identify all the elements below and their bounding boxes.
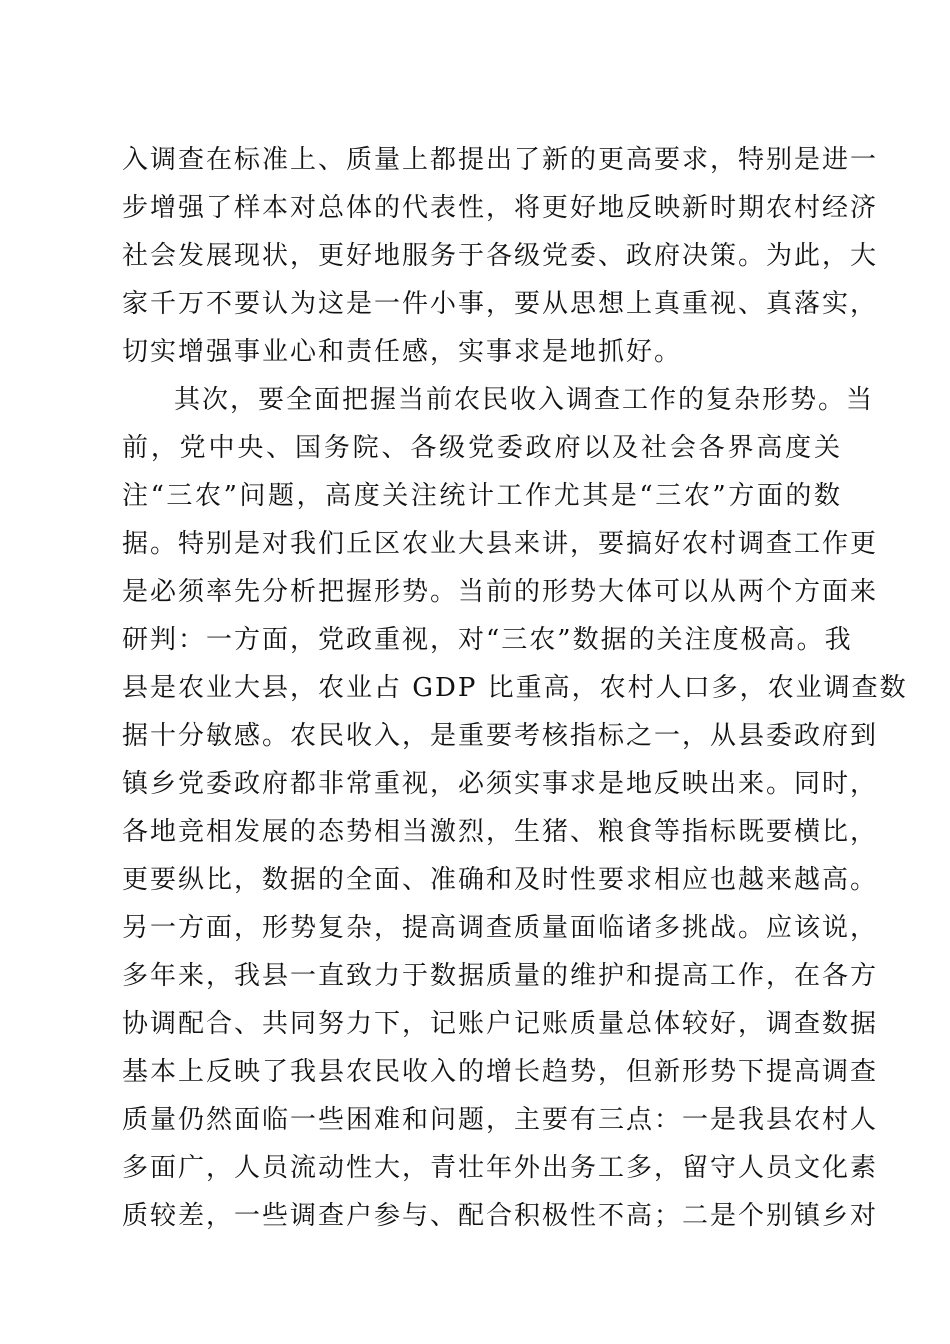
text-line: 镇乡党委政府都非常重视，必须实事求是地反映出来。同时， xyxy=(122,769,879,799)
text-line: 前，党中央、国务院、各级党委政府以及社会各界高度关 xyxy=(122,433,842,463)
text-line: 切实增强事业心和责任感，实事求是地抓好。 xyxy=(122,337,683,367)
text-line: 研判：一方面，党政重视，对“三农”数据的关注度极高。我 xyxy=(122,625,853,655)
text-line: 多年来，我县一直致力于数据质量的维护和提高工作，在各方 xyxy=(122,961,879,991)
text-line: 注“三农”问题，高度关注统计工作尤其是“三农”方面的数 xyxy=(122,481,842,511)
text-line: 据。特别是对我们丘区农业大县来讲，要搞好农村调查工作更 xyxy=(122,529,879,559)
text-line: 质量仍然面临一些困难和问题，主要有三点：一是我县农村人 xyxy=(122,1105,879,1135)
paragraph-first-line: 其次，要全面把握当前农民收入调查工作的复杂形势。当 xyxy=(174,385,875,415)
text-line: 家千万不要认为这是一件小事，要从思想上真重视、真落实， xyxy=(122,289,879,319)
text-line: 质较差，一些调查户参与、配合积极性不高；二是个别镇乡对 xyxy=(122,1201,879,1231)
text-line: 协调配合、共同努力下，记账户记账质量总体较好，调查数据 xyxy=(122,1009,879,1039)
text-line: 县是农业大县，农业占 GDP 比重高，农村人口多，农业调查数 xyxy=(122,673,908,703)
text-line: 社会发展现状，更好地服务于各级党委、政府决策。为此，大 xyxy=(122,241,879,271)
text-line: 入调查在标准上、质量上都提出了新的更高要求，特别是进一 xyxy=(122,145,879,175)
text-line: 更要纵比，数据的全面、准确和及时性要求相应也越来越高。 xyxy=(122,865,879,895)
text-line: 基本上反映了我县农民收入的增长趋势，但新形势下提高调查 xyxy=(122,1057,879,1087)
text-line: 多面广，人员流动性大，青壮年外出务工多，留守人员文化素 xyxy=(122,1153,879,1183)
text-line: 据十分敏感。农民收入，是重要考核指标之一，从县委政府到 xyxy=(122,721,879,751)
text-line: 另一方面，形势复杂，提高调查质量面临诸多挑战。应该说， xyxy=(122,913,879,943)
text-line: 步增强了样本对总体的代表性，将更好地反映新时期农村经济 xyxy=(122,193,879,223)
text-line: 是必须率先分析把握形势。当前的形势大体可以从两个方面来 xyxy=(122,577,879,607)
text-line: 各地竞相发展的态势相当激烈，生猪、粮食等指标既要横比， xyxy=(122,817,879,847)
